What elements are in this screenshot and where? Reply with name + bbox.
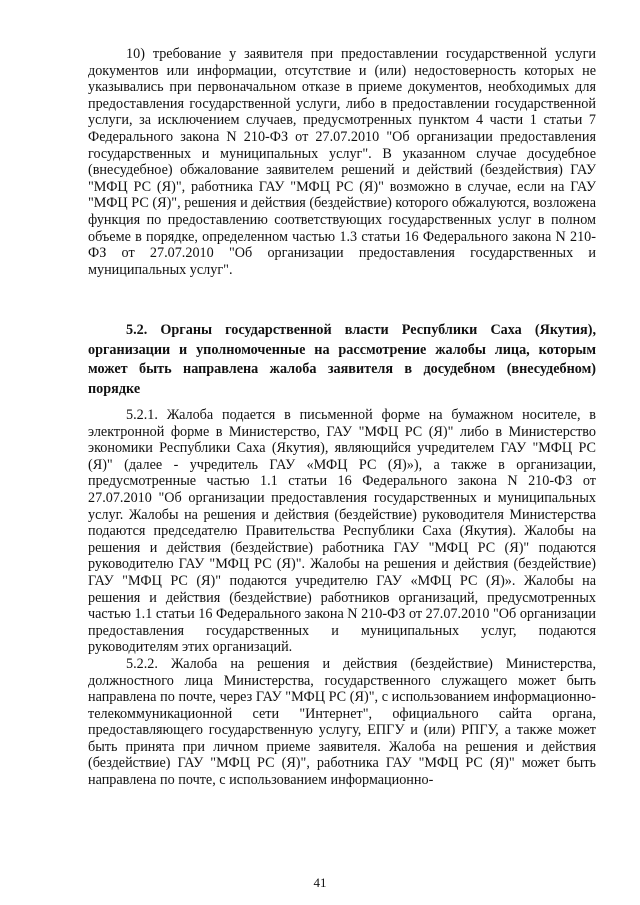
section-heading-block <box>88 321 596 399</box>
section-body-block <box>88 407 596 789</box>
paragraph-5-2-1: 5.2.1. Жалоба подается в письменной форме на бумажном носителе, в электронной форме в Министерство, ГАУ "МФЦ РС (Я)" либо в Министерство экономики Республики Саха (Якутия), являющийся учредителем ГАУ "МФЦ РС (Я)" (далее - учредитель ГАУ «МФЦ РС (Я)»), а также в организации, предусмотренные частью 1.1 статьи 16 Федерального закона N 210-ФЗ от 27.07.2010 "Об организации предоставления государственных и муниципальных услуг. Жалобы на решения и действия (бездействие) руководителя Министерства подаются председателю Правительства Республики Саха (Якутия). Жалобы на решения и действия (бездействие) работника ГАУ "МФЦ РС (Я)" подаются руководителю ГАУ "МФЦ РС (Я)". Жалобы на решения и действия (бездействие) ГАУ "МФЦ РС (Я)" подаются учредителю ГАУ «МФЦ РС (Я)». Жалобы на решения и действия (бездействие) работников организаций, предусмотренных частью 1.1 статьи 16 Федерального закона N 210-ФЗ от 27.07.2010 "Об организации предоставления государственных и муниципальных услуг, подаются руководителям этих организаций. <box>88 407 596 656</box>
paragraph-item-10: 10) требование у заявителя при предоставлении государственной услуги документов или информации, отсутствие и (или) недостоверность которых не указывались при первоначальном отказе в приеме документов, необходимых для предоставления государственной услуги, либо в предоставлении государственной услуги, за исключением случаев, предусмотренных пунктом 4 части 1 статьи 7 Федерального закона N 210-ФЗ от 27.07.2010 "Об организации предоставления государственных и муниципальных услуг". В указанном случае досудебное (внесудебное) обжалование заявителем решений и действий (бездействия) ГАУ "МФЦ РС (Я)", работника ГАУ "МФЦ РС (Я)" возможно в случае, если на ГАУ "МФЦ РС (Я)", решения и действия (бездействие) которого обжалуются, возложена функция по предоставлению соответствующих государственных услуг в полном объеме в порядке, определенном частью 1.3 статьи 16 Федерального закона N 210-ФЗ от 27.07.2010 "Об организации предоставления государственных и муниципальных услуг". <box>88 46 596 278</box>
paragraph-block-10 <box>88 46 596 278</box>
page-number: 41 <box>313 875 327 890</box>
paragraph-5-2-2: 5.2.2. Жалоба на решения и действия (бездействие) Министерства, должностного лица Министерства, государственного служащего может быть направлена по почте, через ГАУ "МФЦ РС (Я)", с использованием информационно-телекоммуникационной сети "Интернет", официального сайта органа, предоставляющего государственную услугу, ЕПГУ и (или) РПГУ, а также может быть принята при личном приеме заявителя. Жалоба на решения и действия (бездействие) ГАУ "МФЦ РС (Я)", работника ГАУ "МФЦ РС (Я)" может быть направлена по почте, с использованием информационно- <box>88 655 596 789</box>
section-heading-5-2: 5.2. Органы государственной власти Республики Саха (Якутия), организации и уполномоченные на рассмотрение жалобы лица, которым может быть направлена жалоба заявителя в досудебном (внесудебном) порядке <box>88 322 596 397</box>
